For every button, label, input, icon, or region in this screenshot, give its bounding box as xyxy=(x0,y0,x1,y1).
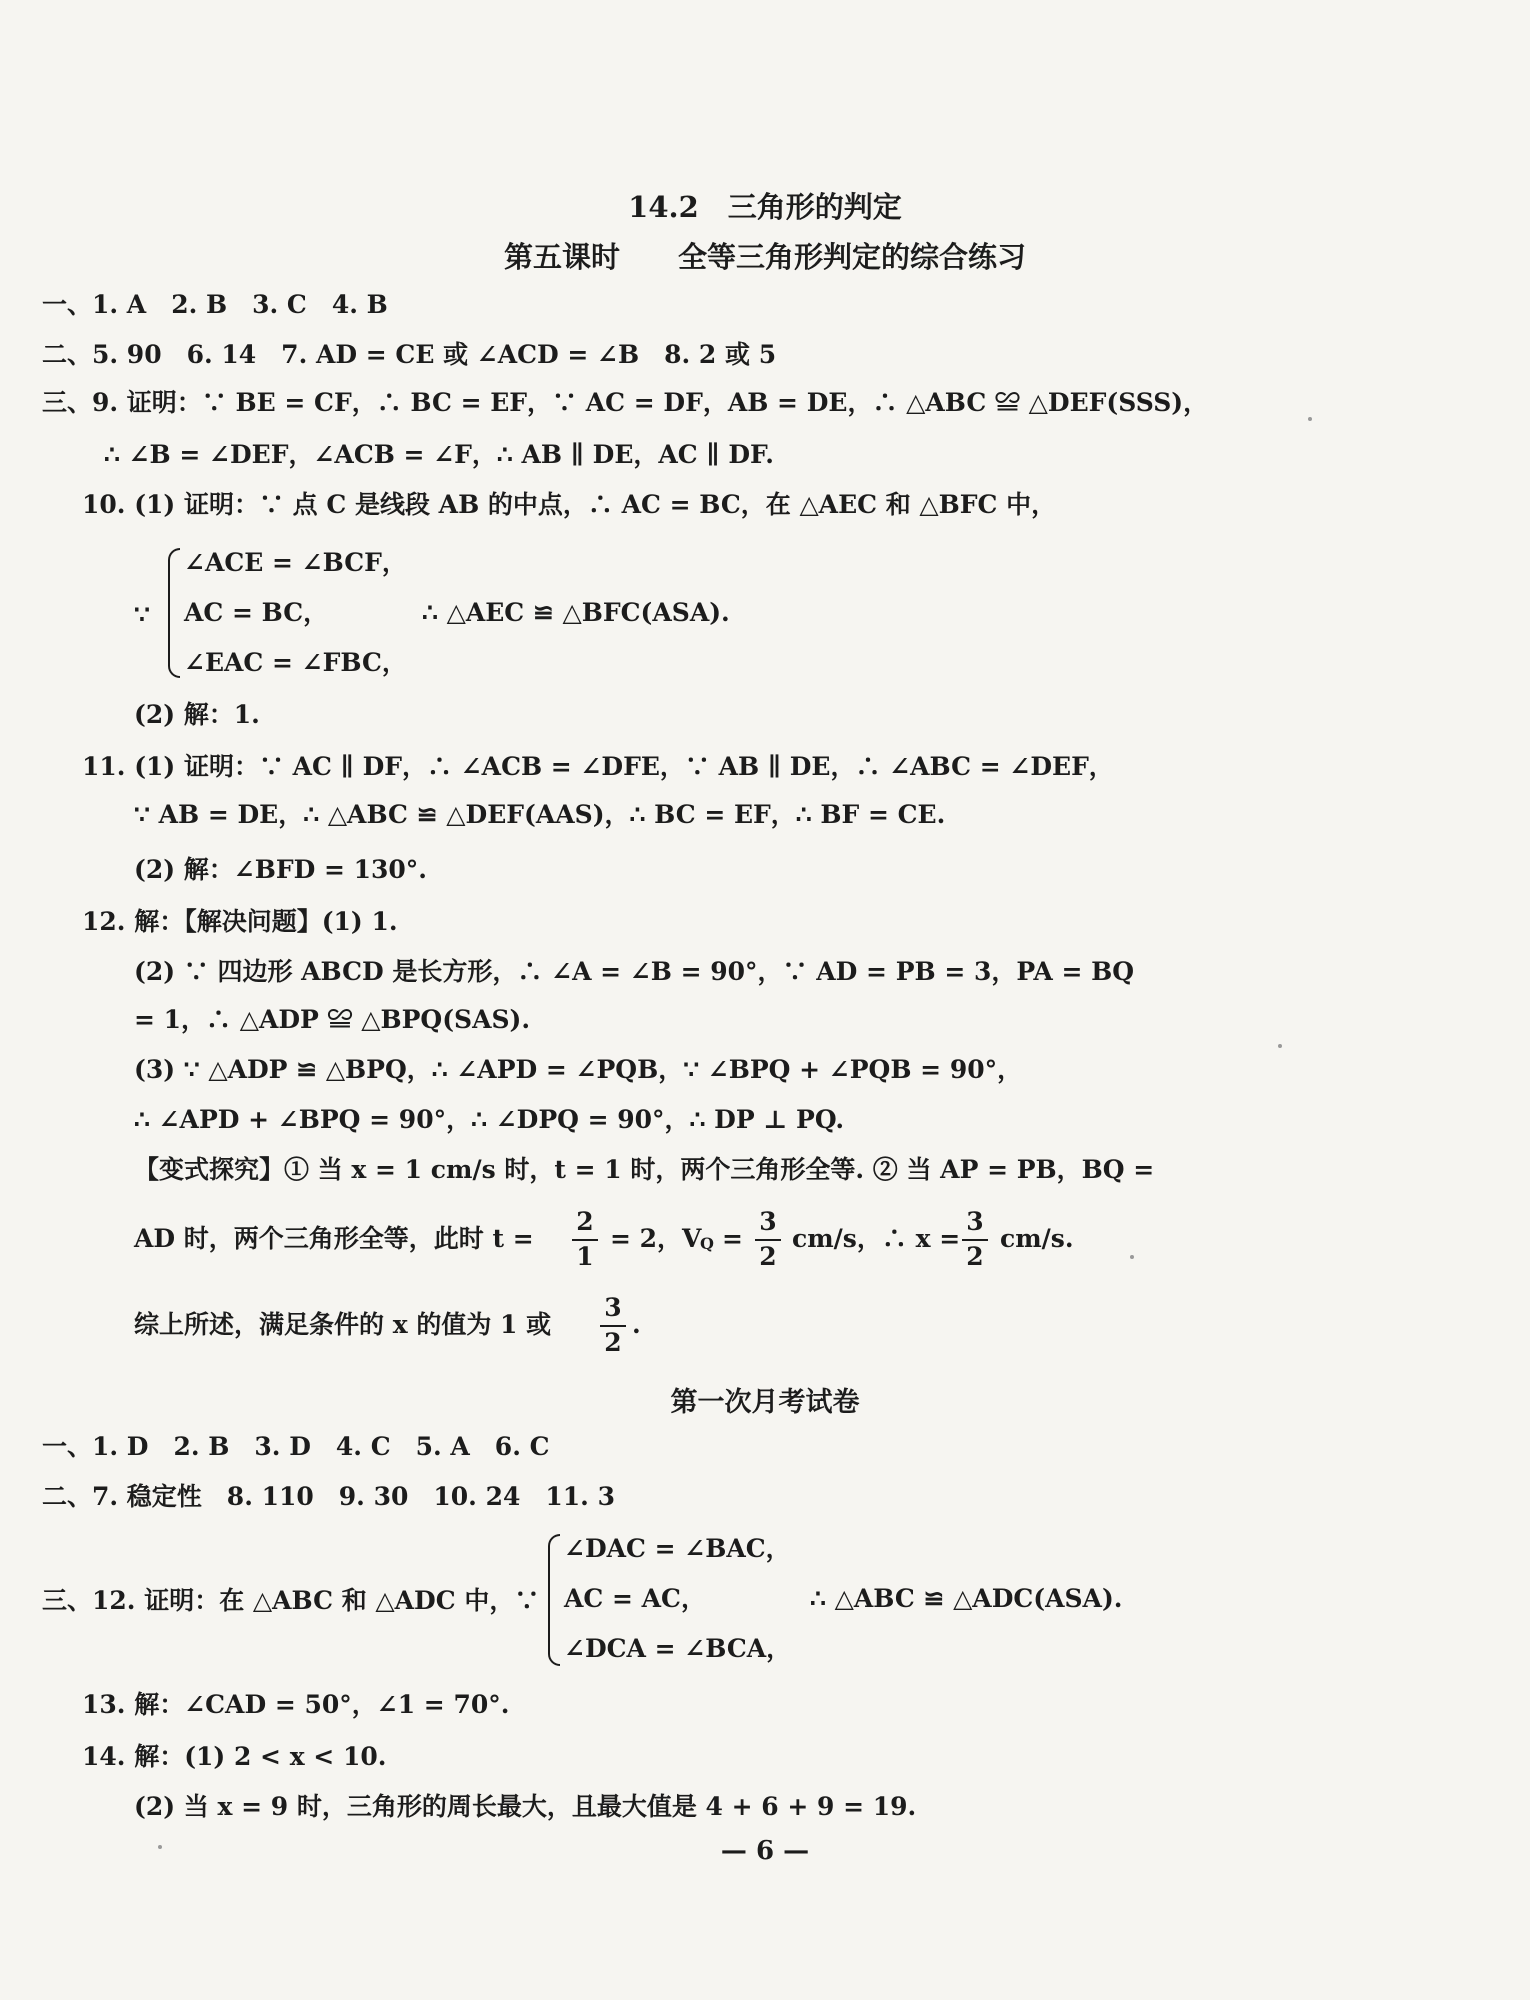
q9-line-2: ∴ ∠B = ∠DEF，∠ACB = ∠F，∴ AB ∥ DE，AC ∥ DF. xyxy=(104,440,774,469)
q12-line-1: 12. 解：【解决问题】(1) 1. xyxy=(82,907,398,936)
part2-q12-conclusion: ∴ △ABC ≌ △ADC(ASA). xyxy=(810,1584,1123,1613)
q12-summary-end: . xyxy=(632,1310,641,1339)
fraction-bar xyxy=(962,1239,988,1241)
q10-condition-3: ∠EAC = ∠FBC， xyxy=(184,648,407,677)
fraction-t-numerator: 2 xyxy=(576,1207,594,1236)
q12-line-5: ∴ ∠APD + ∠BPQ = 90°，∴ ∠DPQ = 90°，∴ DP ⊥ PQ. xyxy=(134,1105,845,1134)
fraction-bar xyxy=(600,1325,626,1327)
fraction-summary xyxy=(600,1294,626,1358)
q10-since: ∵ xyxy=(134,600,150,629)
section-title: 14.2 三角形的判定 xyxy=(628,190,902,224)
page-number: — 6 — xyxy=(720,1836,810,1866)
part2-q12-brace xyxy=(548,1534,560,1666)
exam-title: 第一次月考试卷 xyxy=(670,1387,860,1418)
fraction-v-numerator: 3 xyxy=(759,1207,777,1236)
part2-q14-line-1: 14. 解：(1) 2 < x < 10. xyxy=(82,1742,387,1771)
q10-part-2: (2) 解：1. xyxy=(134,700,260,729)
part2-q13: 13. 解：∠CAD = 50°，∠1 = 70°. xyxy=(82,1690,510,1719)
q11-part-2: (2) 解：∠BFD = 130°. xyxy=(134,855,428,884)
fraction-v xyxy=(755,1208,781,1272)
fraction-x xyxy=(962,1208,988,1272)
q12-variant-line-1: 【变式探究】① 当 x = 1 cm/s 时，t = 1 时，两个三角形全等. ② 当 AP = PB，BQ = xyxy=(134,1155,1155,1184)
q9-line-1: 三、9. 证明：∵ BE = CF，∴ BC = EF，∵ AC = DF，AB = DE，∴ △ABC ≌ △DEF(SSS)， xyxy=(42,388,1209,417)
part2-answers-2: 二、7. 稳定性 8. 110 9. 30 10. 24 11. 3 xyxy=(42,1482,615,1511)
q12-line-4: (3) ∵ △ADP ≌ △BPQ，∴ ∠APD = ∠PQB，∵ ∠BPQ + ∠PQB = 90°， xyxy=(134,1055,1023,1084)
fraction-x-denominator: 2 xyxy=(966,1241,984,1271)
q12-variant-line-2d: cm/s，∴ x = xyxy=(792,1224,961,1253)
q12-variant-line-2c: = xyxy=(722,1224,743,1253)
speck xyxy=(1130,1255,1134,1259)
speck xyxy=(1308,417,1312,421)
fraction-t xyxy=(572,1208,598,1272)
q12-variant-line-2e: cm/s. xyxy=(1000,1224,1074,1253)
part2-answers-1: 一、1. D 2. B 3. D 4. C 5. A 6. C xyxy=(42,1432,550,1461)
speck xyxy=(1278,1044,1282,1048)
fraction-summary-numerator: 3 xyxy=(604,1293,622,1322)
fraction-t-denominator: 1 xyxy=(576,1241,594,1271)
lesson-title: 第五课时 全等三角形判定的综合练习 xyxy=(503,240,1026,274)
vq-subscript: Q xyxy=(700,1234,714,1253)
q10-line-1: 10. (1) 证明：∵ 点 C 是线段 AB 的中点，∴ AC = BC，在 △AEC 和 △BFC 中， xyxy=(82,490,1057,519)
q12-summary: 综上所述，满足条件的 x 的值为 1 或 xyxy=(134,1310,552,1339)
q11-line-1: 11. (1) 证明：∵ AC ∥ DF，∴ ∠ACB = ∠DFE，∵ AB ∥ DE，∴ ∠ABC = ∠DEF， xyxy=(82,752,1114,781)
q10-condition-2: AC = BC， xyxy=(184,598,329,627)
q10-brace xyxy=(168,548,180,678)
q12-line-3: = 1，∴ △ADP ≌ △BPQ(SAS). xyxy=(134,1005,531,1034)
part1-answers-1: 一、1. A 2. B 3. C 4. B xyxy=(42,290,388,319)
q12-variant-line-2a: AD 时，两个三角形全等，此时 t = xyxy=(134,1224,534,1253)
q10-conclusion: ∴ △AEC ≌ △BFC(ASA). xyxy=(422,598,730,627)
part2-q14-line-2: (2) 当 x = 9 时，三角形的周长最大，且最大值是 4 + 6 + 9 = 19. xyxy=(134,1792,917,1821)
fraction-bar xyxy=(755,1239,781,1241)
part2-q12-prefix: 三、12. 证明：在 △ABC 和 △ADC 中，∵ xyxy=(42,1586,540,1615)
fraction-x-numerator: 3 xyxy=(966,1207,984,1236)
fraction-summary-denominator: 2 xyxy=(604,1327,622,1357)
q12-variant-line-2b: = 2，V xyxy=(610,1224,702,1253)
part2-q12-condition-2: AC = AC， xyxy=(564,1584,706,1613)
speck xyxy=(158,1845,162,1849)
part2-q12-condition-3: ∠DCA = ∠BCA， xyxy=(564,1634,792,1663)
part1-answers-2: 二、5. 90 6. 14 7. AD = CE 或 ∠ACD = ∠B 8. 2 或 5 xyxy=(42,340,777,369)
fraction-v-denominator: 2 xyxy=(759,1241,777,1271)
q12-line-2: (2) ∵ 四边形 ABCD 是长方形，∴ ∠A = ∠B = 90°，∵ AD = PB = 3，PA = BQ xyxy=(134,957,1135,986)
q10-condition-1: ∠ACE = ∠BCF， xyxy=(184,548,407,577)
fraction-bar xyxy=(572,1239,598,1241)
q11-line-2: ∵ AB = DE，∴ △ABC ≌ △DEF(AAS)，∴ BC = EF，∴ BF = CE. xyxy=(134,800,946,829)
part2-q12-condition-1: ∠DAC = ∠BAC， xyxy=(564,1534,791,1563)
